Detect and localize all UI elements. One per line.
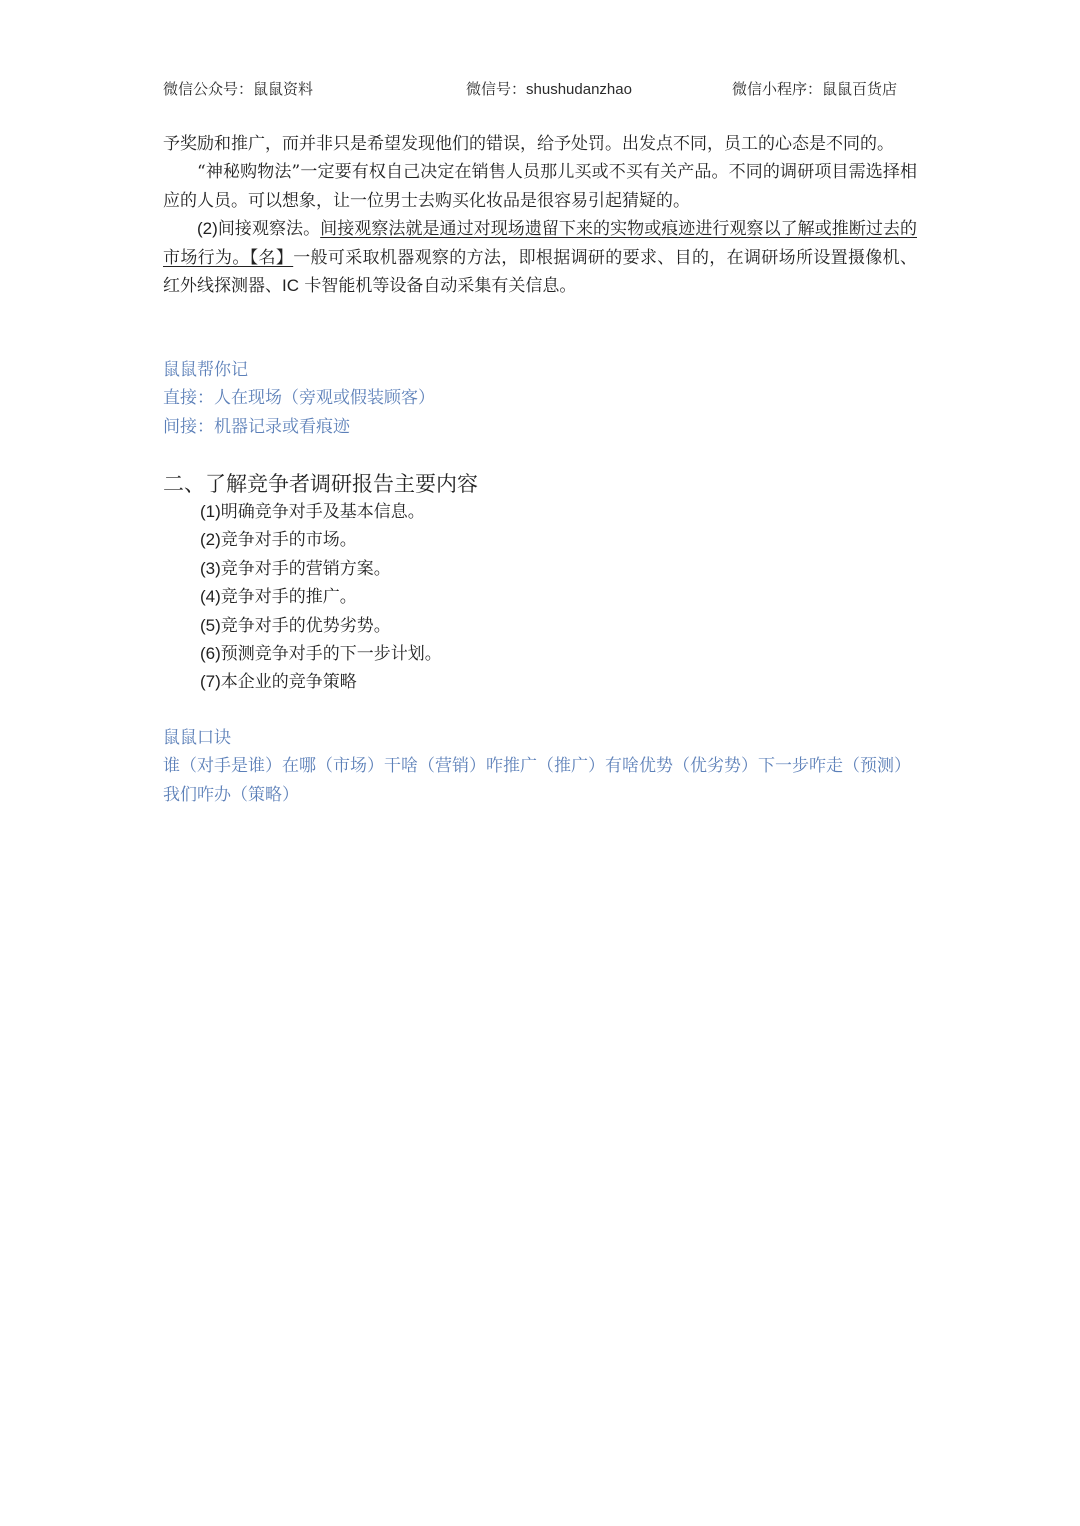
list-item-number: (4) <box>200 587 221 607</box>
list-item-text: 竞争对手的营销方案。 <box>220 558 391 579</box>
mnemonic-text: 谁（对手是谁）在哪（市场）干啥（营销）咋推广（推广）有啥优势（优劣势）下一步咋走（预测）我们咋办（策略） <box>163 756 911 805</box>
paragraph-3-underlined-definition: 间接观察法就是通过对现场遗留下来的实物或痕迹进行观察以了解或推断过去的市场行为。【名】 <box>163 219 918 268</box>
list-item-text: 竞争对手的推广。 <box>220 587 357 608</box>
list-item <box>200 555 442 583</box>
list-item <box>200 668 442 696</box>
paragraph-2: “神秘购物法”一定要有权自己决定在销售人员那儿买或不买有关产品。不同的调研项目需选择相应的人员。可以想象，让一位男士去购买化妆品是很容易引起猜疑的。 <box>163 162 917 211</box>
header-wechat-id-value: shushudanzhao <box>526 81 632 98</box>
list-item <box>200 498 442 526</box>
memo-line-indirect: 间接：机器记录或看痕迹 <box>163 416 350 437</box>
list-item-text: 竞争对手的优势劣势。 <box>220 615 391 636</box>
memo-block <box>163 356 917 441</box>
mnemonic-block <box>163 724 917 809</box>
header-wechat-id <box>466 78 632 101</box>
body-text <box>163 130 917 300</box>
list-item <box>200 640 442 668</box>
list-item-number: (3) <box>200 558 221 578</box>
paragraph-3-number: (2) <box>197 219 218 239</box>
header-wechat-account: 微信公众号：鼠鼠资料 <box>163 80 314 98</box>
paragraph-3 <box>163 215 917 300</box>
list-item <box>200 583 442 611</box>
list-item <box>200 526 442 554</box>
list-item-text: 明确竞争对手及基本信息。 <box>220 502 425 522</box>
list-item-text: 本企业的竞争策略 <box>220 672 357 693</box>
section-heading: 二、了解竞争者调研报告主要内容 <box>163 472 478 496</box>
paragraph-3-ic: IC <box>282 276 299 296</box>
paragraph-3-rest-a: 一般可采取机器观察的方法，即根据调研的要求、目的，在调研场所设置摄像机、红外线探测器、 <box>163 247 918 297</box>
list-item-number: (6) <box>200 644 221 664</box>
paragraph-3-lead: 间接观察法。 <box>217 219 321 240</box>
mnemonic-title: 鼠鼠口诀 <box>163 728 231 748</box>
memo-title: 鼠鼠帮你记 <box>163 360 248 380</box>
header-wechat-id-label: 微信号： <box>466 80 527 98</box>
paragraph-3-rest-b: 卡智能机等设备自动采集有关信息。 <box>299 276 577 297</box>
section-list <box>200 498 442 697</box>
list-item-number: (2) <box>200 530 221 550</box>
list-item-text: 预测竞争对手的下一步计划。 <box>220 644 442 665</box>
list-item-number: (5) <box>200 615 221 635</box>
list-item <box>200 612 442 640</box>
header-mini-program: 微信小程序：鼠鼠百货店 <box>732 80 898 98</box>
list-item-number: (1) <box>200 502 221 521</box>
memo-line-direct: 直接：人在现场（旁观或假装顾客） <box>163 388 435 409</box>
list-item-number: (7) <box>200 672 221 692</box>
paragraph-1: 予奖励和推广，而并非只是希望发现他们的错误，给予处罚。出发点不同，员工的心态是不同的。 <box>163 134 894 154</box>
list-item-text: 竞争对手的市场。 <box>220 530 357 551</box>
